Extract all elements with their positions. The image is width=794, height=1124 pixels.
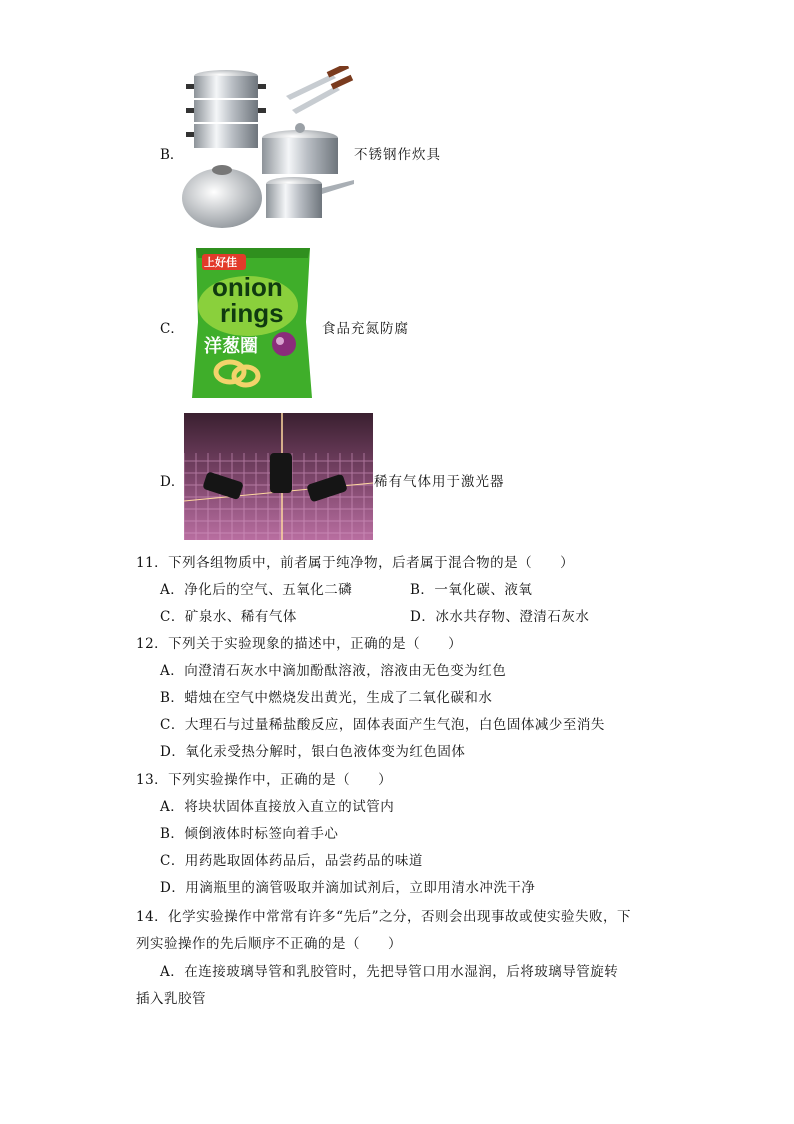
q12-stem: 12．下列关于实验现象的描述中，正确的是（ ） (136, 636, 463, 652)
snack-cn-name: 洋葱圈 (204, 336, 258, 357)
q13-stem: 13．下列实验操作中，正确的是（ ） (136, 772, 393, 788)
cookware-image (182, 66, 354, 230)
q12-option-c: C．大理石与过量稀盐酸反应，固体表面产生气泡，白色固体减少至消失 (160, 717, 605, 733)
option-d-letter: D． (160, 474, 185, 490)
q14-stem-line1: 14．化学实验操作中常常有许多“先后”之分，否则会出现事故或使实验失败，下 (136, 909, 631, 925)
q12-option-b: B．蜡烛在空气中燃烧发出黄光，生成了二氧化碳和水 (160, 690, 493, 706)
snack-brand: 上好佳 (204, 257, 237, 269)
q14-option-a-line2: 插入乳胶管 (136, 991, 206, 1007)
laser-image (184, 413, 373, 540)
q13-option-c: C．用药匙取固体药品后，品尝药品的味道 (160, 853, 423, 869)
q14-stem-line2: 列实验操作的先后顺序不正确的是（ ） (136, 936, 402, 952)
q11-option-b: B．一氧化碳、液氧 (410, 582, 533, 598)
q14-option-a-line1: A．在连接玻璃导管和乳胶管时，先把导管口用水湿润，后将玻璃导管旋转 (160, 964, 619, 980)
option-b-letter: B． (160, 147, 184, 163)
option-c-letter: C． (160, 321, 184, 337)
q12-option-d: D．氧化汞受热分解时，银白色液体变为红色固体 (160, 744, 466, 760)
q12-option-a: A．向澄清石灰水中滴加酚酞溶液，溶液由无色变为红色 (160, 663, 507, 679)
snack-onion-text: onion (212, 272, 283, 302)
q11-option-a: A．净化后的空气、五氧化二磷 (160, 582, 353, 598)
q13-option-b: B．倾倒液体时标签向着手心 (160, 826, 339, 842)
q11-option-c: C．矿泉水、稀有气体 (160, 609, 297, 625)
q13-option-d: D．用滴瓶里的滴管吸取并滴加试剂后，立即用清水冲洗干净 (160, 880, 536, 896)
option-c-caption: 食品充氮防腐 (322, 321, 409, 337)
option-d-caption: 稀有气体用于激光器 (374, 474, 505, 490)
q11-stem: 11．下列各组物质中，前者属于纯净物，后者属于混合物的是（ ） (136, 555, 575, 571)
snack-bag-image (190, 244, 316, 400)
laser-icon (184, 413, 373, 540)
cookware-icon (182, 66, 354, 230)
q11-option-d: D．冰水共存物、澄清石灰水 (410, 609, 590, 625)
option-b-caption: 不锈钢作炊具 (354, 147, 441, 163)
snack-rings-text: rings (220, 298, 284, 328)
q13-option-a: A．将块状固体直接放入直立的试管内 (160, 799, 395, 815)
